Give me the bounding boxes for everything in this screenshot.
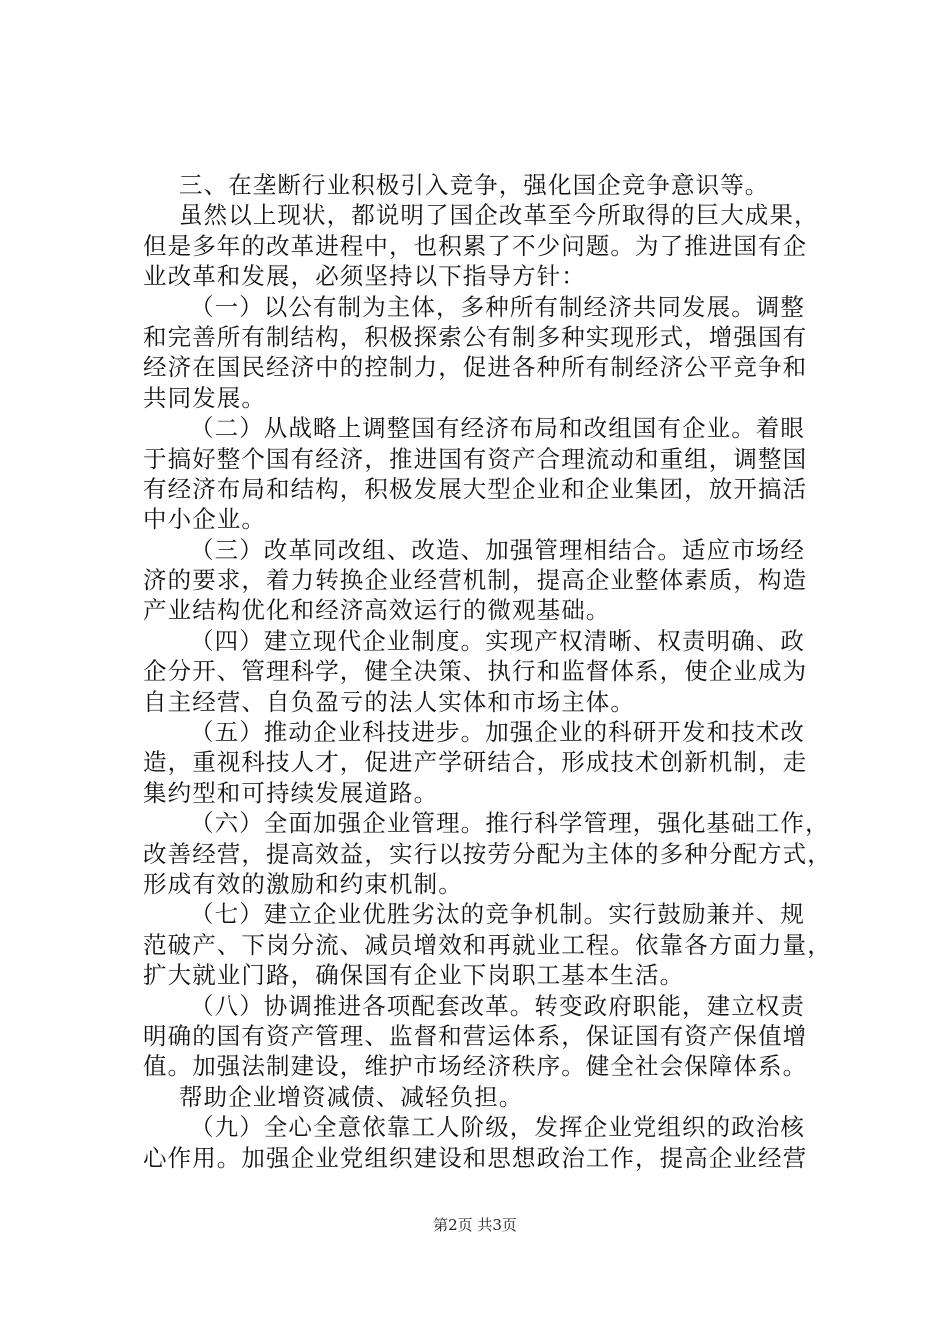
text-line: 经济在国民经济中的控制力，促进各种所有制经济公平竞争和	[143, 353, 808, 382]
page-number-footer: 第2页 共3页	[433, 1216, 517, 1234]
text-line: 三、在垄断行业积极引入竞争，强化国企竞争意识等。	[179, 171, 770, 199]
text-line: 值。加强法制建设，维护市场经济秩序。健全社会保障体系。	[143, 1052, 808, 1081]
text-line: （五）推动企业科技进步。加强企业的科研开发和技术改	[190, 718, 805, 747]
text-line: 范破产、下岗分流、减员增效和再就业工程。依靠各方面力量，	[143, 930, 832, 959]
text-line: （一）以公有制为主体，多种所有制经济共同发展。调整	[190, 292, 805, 321]
text-line: 集约型和可持续发展道路。	[143, 778, 439, 807]
text-line: 明确的国有资产管理、监督和营运体系，保证国有资产保值增	[143, 1021, 808, 1050]
text-line: 形成有效的激励和约束机制。	[143, 869, 463, 898]
text-line: 济的要求，着力转换企业经营机制，提高企业整体素质，构造	[143, 566, 808, 595]
text-line: 产业结构优化和经济高效运行的微观基础。	[143, 596, 611, 625]
text-line: 和完善所有制结构，积极探索公有制多种实现形式，增强国有	[143, 322, 808, 351]
text-line: 造，重视科技人才，促进产学研结合，形成技术创新机制，走	[143, 748, 808, 777]
text-line: 企分开、管理科学，健全决策、执行和监督体系，使企业成为	[143, 657, 808, 686]
text-line: （七）建立企业优胜劣汰的竞争机制。实行鼓励兼并、规	[190, 900, 805, 929]
text-line: （八）协调推进各项配套改革。转变政府职能，建立权责	[190, 991, 805, 1020]
text-line: 但是多年的改革进程中，也积累了不少问题。为了推进国有企	[143, 231, 808, 260]
text-line: 业改革和发展，必须坚持以下指导方针：	[143, 262, 586, 291]
text-line: 于搞好整个国有经济，推进国有资产合理流动和重组，调整国	[143, 444, 808, 473]
text-line: 心作用。加强企业党组织建设和思想政治工作，提高企业经营	[143, 1143, 808, 1172]
text-line: 帮助企业增资减债、减轻负担。	[179, 1082, 524, 1111]
text-line: 中小企业。	[143, 505, 266, 534]
text-line: 改善经营，提高效益，实行以按劳分配为主体的多种分配方式，	[143, 839, 832, 868]
document-body	[143, 170, 835, 1173]
text-line: 有经济布局和结构，积极发展大型企业和企业集团，放开搞活	[143, 474, 808, 503]
text-line: （六）全面加强企业管理。推行科学管理，强化基础工作，	[190, 809, 830, 838]
text-line: （三）改革同改组、改造、加强管理相结合。适应市场经	[190, 535, 805, 564]
text-line: （九）全心全意依靠工人阶级，发挥企业党组织的政治核	[190, 1113, 805, 1142]
text-line: 自主经营、自负盈亏的法人实体和市场主体。	[143, 687, 635, 716]
text-line: （四）建立现代企业制度。实现产权清晰、权责明确、政	[190, 626, 805, 655]
text-line: （二）从战略上调整国有经济布局和改组国有企业。着眼	[190, 414, 805, 443]
text-line: 扩大就业门路，确保国有企业下岗职工基本生活。	[143, 961, 685, 990]
text-line: 共同发展。	[143, 383, 266, 412]
text-line: 虽然以上现状，都说明了国企改革至今所取得的巨大成果，	[179, 201, 819, 230]
